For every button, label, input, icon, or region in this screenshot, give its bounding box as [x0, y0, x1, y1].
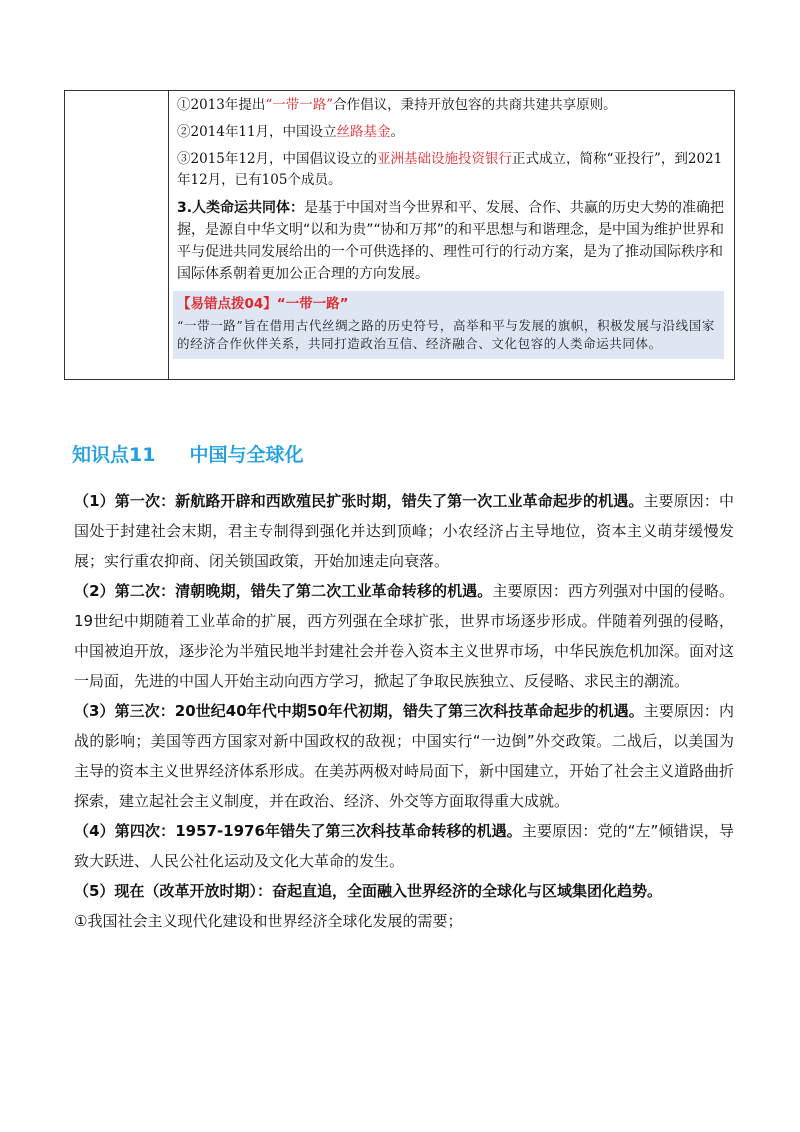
paragraph-3: [74, 696, 734, 816]
item-highlight: “一带一路”: [265, 97, 334, 113]
table-right-column: [169, 91, 734, 379]
tip-body: “一带一路”旨在借用古代丝绸之路的历史符号，高举和平与发展的旗帜，积极发展与沿线国家的经济合作伙伴关系，共同打造政治互信、经济融合、文化包容的人类命运共同体。: [177, 318, 715, 351]
paragraph-lead: （4）第四次：1957-1976年错失了第三次科技革命转移的机遇。: [74, 822, 522, 840]
paragraph-5: [74, 876, 734, 906]
item-text: ②2014年11月，中国设立: [177, 124, 337, 140]
table-item-2: [177, 122, 726, 143]
tip-title: 【易错点拨04】“一带一路”: [177, 296, 349, 312]
paragraph-4: [74, 816, 734, 876]
paragraph-2: [74, 576, 734, 696]
section-body: [74, 486, 734, 936]
section-heading: [72, 440, 303, 467]
item-highlight: 亚洲基础设施投资银行: [377, 151, 513, 167]
item-text: 。: [390, 124, 405, 140]
item-text: ①2013年提出: [177, 97, 266, 113]
paragraph-text: 主要原因：党的“左”倾错误，导致大跃进、人民公社化运动及文化大革命的发生。: [74, 822, 734, 870]
paragraph-lead: （2）第二次：清朝晚期，错失了第二次工业革命转移的机遇。: [74, 582, 493, 600]
paragraph-text: 主要原因：中国处于封建社会末期，君主专制得到强化并达到顶峰；小农经济占主导地位，资本主义萌芽缓慢发展；实行重农抑商、闭关锁国政策，开始加速走向衰落。: [74, 492, 734, 570]
content-table: [64, 90, 735, 380]
paragraph-lead: （3）第三次：20世纪40年代中期50年代初期，错失了第三次科技革命起步的机遇。: [74, 702, 644, 720]
paragraph-lead: （1）第一次：新航路开辟和西欧殖民扩张时期，错失了第一次工业革命起步的机遇。: [74, 492, 644, 510]
table-item-3: [177, 149, 726, 191]
tip-box: [173, 291, 724, 359]
table-item-1: [177, 95, 726, 116]
section-title: 中国与全球化: [189, 444, 304, 466]
paragraph-1: [74, 486, 734, 576]
paragraph-6: [74, 906, 734, 936]
item-text: ③2015年12月，中国倡议设立的: [177, 151, 378, 167]
paragraph-lead: （5）现在（改革开放时期）：奋起直追，全面融入世界经济的全球化与区域集团化趋势。: [74, 882, 662, 900]
community-label: 3.人类命运共同体：: [177, 200, 305, 216]
paragraph-text: 主要原因：内战的影响；美国等西方国家对新中国政权的敌视；中国实行“一边倒”外交政策。二战后，以美国为主导的资本主义世界经济体系形成。在美苏两极对峙局面下，新中国建立，开始了社会主义道路曲折探索，建立起社会主义制度，并在政治、经济、外交等方面取得重大成就。: [74, 702, 735, 810]
community-text: 是基于中国对当今世界和平、发展、合作、共赢的历史大势的准确把握，是源自中华文明“以和为贵”“协和万邦”的和平思想与和谐理念，是中国为维护世界和平与促进共同发展给出的一个可供选择的、理性可行的行动方案，是为了推动国际秩序和国际体系朝着更加公正合理的方向发展。: [177, 200, 725, 282]
section-number: 知识点11: [72, 444, 156, 466]
paragraph-text: 主要原因：西方列强对中国的侵略。19世纪中期随着工业革命的扩展，西方列强在全球扩张，世界市场逐步形成。伴随着列强的侵略，中国被迫开放，逐步沦为半殖民地半封建社会并卷入资本主义世界市场，中华民族危机加深。面对这一局面，先进的中国人开始主动向西方学习，掀起了争取民族独立、反侵略、求民主的潮流。: [74, 582, 735, 690]
item-text: 正式成立，简称“亚投行”，到2021年12月，已有105个成员。: [177, 151, 723, 188]
table-left-column: [65, 91, 169, 379]
paragraph-text: ①我国社会主义现代化建设和世界经济全球化发展的需要；: [74, 912, 463, 930]
item-highlight: 丝路基金: [336, 124, 391, 140]
item-text: 合作倡议，秉持开放包容的共商共建共享原则。: [333, 97, 617, 113]
community-paragraph: [177, 197, 726, 285]
